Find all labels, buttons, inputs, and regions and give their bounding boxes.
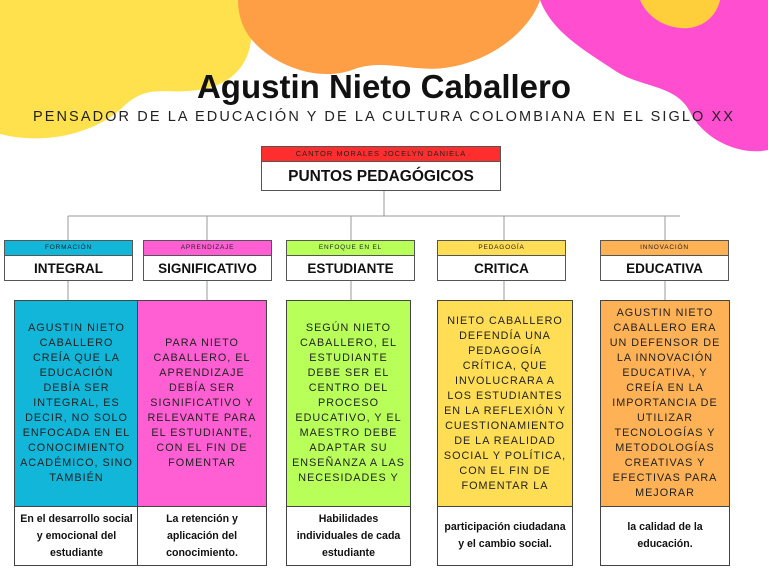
page-title: Agustin Nieto Caballero	[196, 68, 572, 105]
root-node	[261, 146, 501, 191]
node-title: INTEGRAL	[34, 261, 103, 276]
node-header-significativo	[143, 240, 272, 281]
node-description: AGUSTIN NIETO CABALLERO CREÍA QUE LA EDUCACIÓN DEBÍA SER INTEGRAL, ES DECIR, NO SOLO ENFOCADA EN EL CONOCIMIENTO ACADÉMICO, SINO TAMBIÉN	[15, 301, 138, 507]
node-conclusion: En el desarrollo social y emocional del estudiante	[15, 507, 138, 565]
root-title: PUNTOS PEDAGÓGICOS	[288, 168, 474, 185]
node-panel-estudiante	[286, 300, 411, 566]
node-header-educativa	[600, 240, 729, 281]
node-tag: INNOVACIÓN	[601, 241, 728, 256]
node-tag: PEDAGOGÍA	[438, 241, 565, 256]
node-description: SEGÚN NIETO CABALLERO, EL ESTUDIANTE DEBE SER EL CENTRO DEL PROCESO EDUCATIVO, Y EL MAESTRO DEBE ADAPTAR SU ENSEÑANZA A LAS NECESIDADES Y	[287, 301, 410, 507]
node-description: PARA NIETO CABALLERO, EL APRENDIZAJE DEBÍA SER SIGNIFICATIVO Y RELEVANTE PARA EL ESTUDIANTE, CON EL FIN DE FOMENTAR	[138, 301, 266, 507]
node-panel-integral	[14, 300, 139, 566]
node-conclusion: La retención y aplicación del conocimiento.	[138, 507, 266, 565]
node-header-critica	[437, 240, 566, 281]
node-conclusion: la calidad de la educación.	[601, 507, 729, 565]
node-tag: APRENDIZAJE	[144, 241, 271, 256]
node-header-integral	[4, 240, 133, 281]
node-conclusion: Habilidades individuales de cada estudiante	[287, 507, 410, 565]
node-tag: ENFOQUE EN EL	[287, 241, 414, 256]
node-title: SIGNIFICATIVO	[158, 261, 257, 276]
node-conclusion: participación ciudadana y el cambio social.	[438, 507, 572, 565]
node-panel-educativa	[600, 300, 730, 566]
node-title: CRITICA	[474, 261, 529, 276]
node-header-estudiante	[286, 240, 415, 281]
page-subtitle: PENSADOR DE LA EDUCACIÓN Y DE LA CULTURA COLOMBIANA EN EL SIGLO XX	[32, 109, 736, 125]
node-tag: FORMACIÓN	[5, 241, 132, 256]
node-title: ESTUDIANTE	[307, 261, 394, 276]
node-description: AGUSTIN NIETO CABALLERO ERA UN DEFENSOR DE LA INNOVACIÓN EDUCATIVA, Y CREÍA EN LA IMPORTANCIA DE UTILIZAR TECNOLOGÍAS Y METODOLOGÍAS CREATIVAS Y EFECTIVAS PARA MEJORAR	[601, 301, 729, 507]
node-panel-critica	[437, 300, 573, 566]
node-panel-significativo	[137, 300, 267, 566]
node-description: NIETO CABALLERO DEFENDÍA UNA PEDAGOGÍA CRÍTICA, QUE INVOLUCRARA A LOS ESTUDIANTES EN LA REFLEXIÓN Y CUESTIONAMIENTO DE LA REALIDAD SOCIAL Y POLÍTICA, CON EL FIN DE FOMENTAR LA	[438, 301, 572, 507]
root-author-label: CANTOR MORALES JOCELYN DANIELA	[262, 147, 500, 162]
node-title: EDUCATIVA	[626, 261, 703, 276]
